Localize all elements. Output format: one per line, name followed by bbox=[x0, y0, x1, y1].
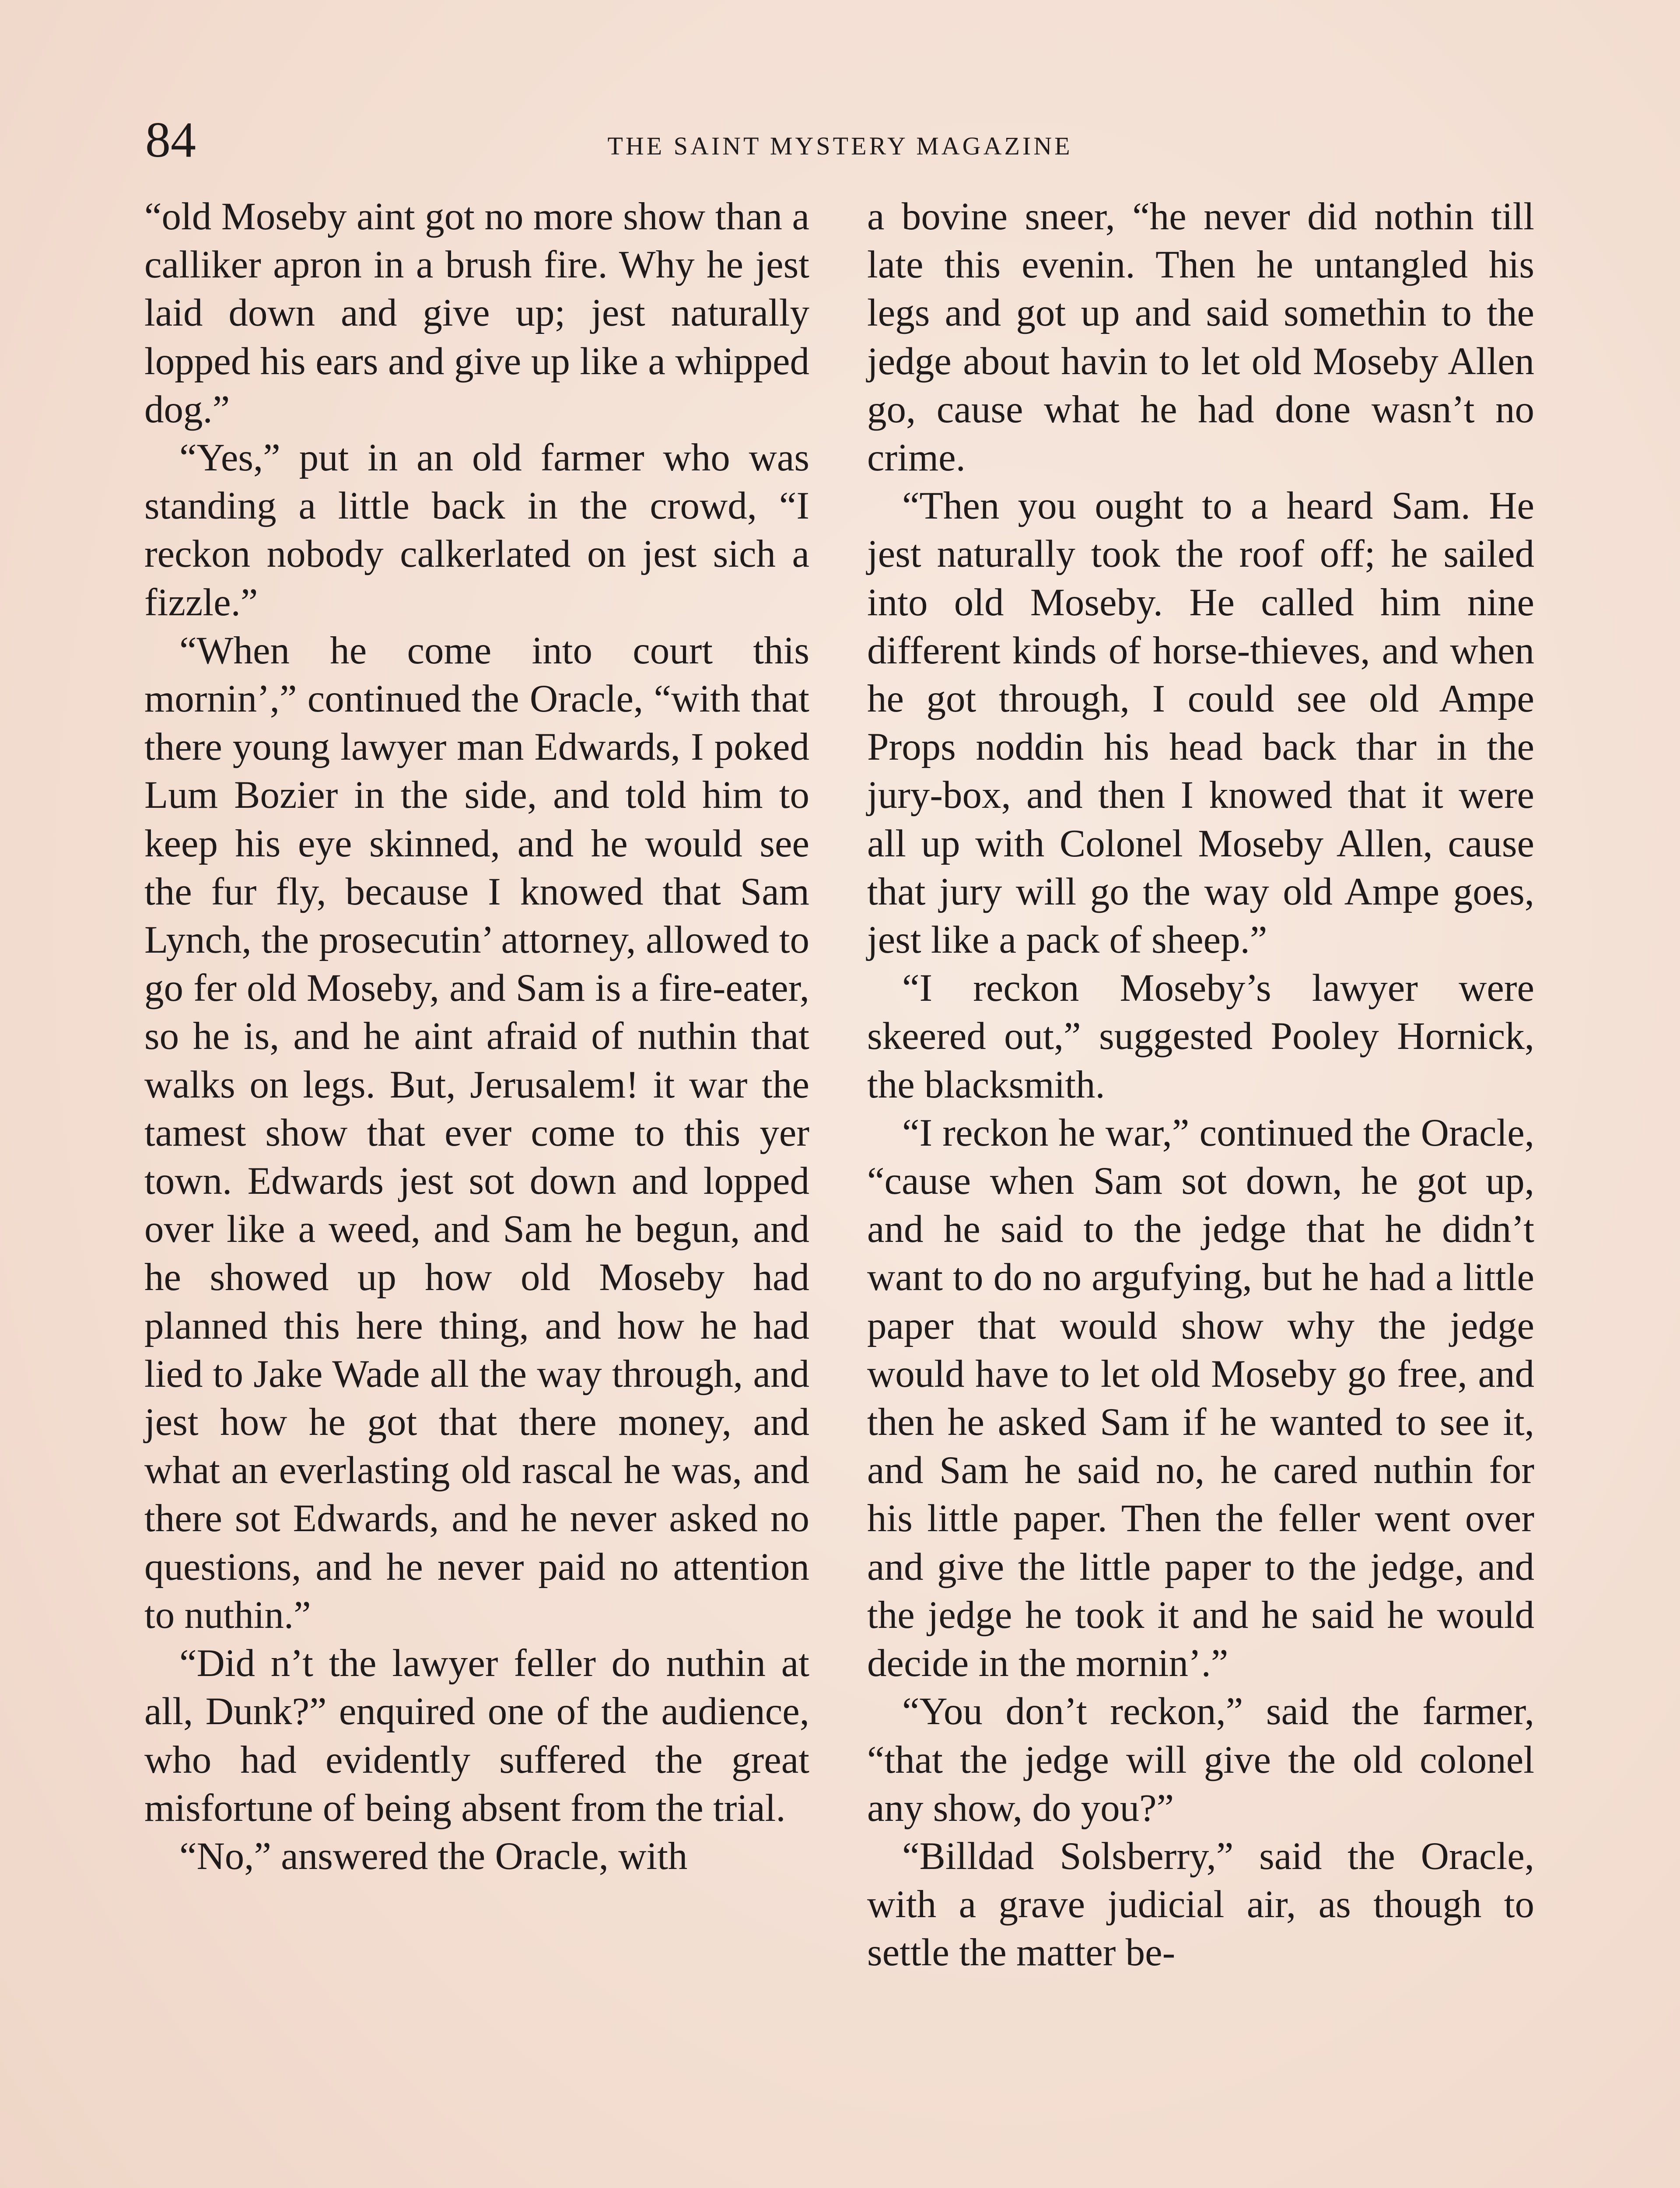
paragraph: “I reckon he war,” continued the Oracle, “cause when Sam sot down, he got up, and he said to the jedge that he didn’t want to do no argufying, but he had a little paper that would show why the jedge would have to let old Moseby go free, and then he asked Sam if he wanted to see it, and Sam he said no, he cared nuthin for his little paper. Then the feller went over and give the little paper to the jedge, and the jedge he took it and he said he would decide in the mornin’.” bbox=[867, 1111, 1534, 1685]
paragraph: “old Moseby aint got no more show than a calliker apron in a brush fire. Why he jest laid down and give up; jest naturally lopped his ears and give up like a whipped dog.” bbox=[144, 195, 809, 431]
paragraph: a bovine sneer, “he never did nothin till late this evenin. Then he untangled his legs and got up and said somethin to the jedge about havin to let old Moseby Allen go, cause what he had done wasn’t no crime. bbox=[867, 195, 1534, 480]
left-column bbox=[144, 193, 809, 1880]
paragraph: “Did n’t the lawyer feller do nuthin at all, Dunk?” enquired one of the audience, who had evidently suffered the great misfortune of being absent from the trial. bbox=[144, 1642, 809, 1830]
paragraph: “Yes,” put in an old farmer who was standing a little back in the crowd, “I reckon nobody calkerlated on jest sich a fizzle.” bbox=[144, 436, 809, 624]
paragraph: “When he come into court this mornin’,” continued the Oracle, “with that there young lawyer man Edwards, I poked Lum Bozier in the side, and told him to keep his eye skinned, and he would see the fur fly, because I knowed that Sam Lynch, the prosecutin’ attorney, allowed to go fer old Moseby, and Sam is a fire-eater, so he is, and he aint afraid of nuthin that walks on legs. But, Jerusalem! it war the tamest show that ever come to this yer town. Edwards jest sot down and lopped over like a weed, and Sam he begun, and he showed up how old Moseby had planned this here thing, and how he had lied to Jake Wade all the way through, and jest how he got that there money, and what an everlasting old rascal he was, and there sot Edwards, and he never asked no questions, and he never paid no attention to nuthin.” bbox=[144, 629, 809, 1637]
paragraph: “You don’t reckon,” said the farmer, “that the jedge will give the old colonel any show, do you?” bbox=[867, 1690, 1534, 1830]
paragraph: “I reckon Moseby’s lawyer were skeered out,” suggested Pooley Hornick, the blacksmith. bbox=[867, 967, 1534, 1106]
running-head: THE SAINT MYSTERY MAGAZINE bbox=[607, 132, 1073, 160]
paragraph: “Billdad Solsberry,” said the Oracle, with a grave judicial air, as though to settle the matter be- bbox=[867, 1834, 1534, 1974]
paragraph: “Then you ought to a heard Sam. He jest naturally took the roof off; he sailed into old Moseby. He called him nine different kinds of horse-thieves, and when he got through, I could see old Ampe Props noddin his head back thar in the jury-box, and then I knowed that it were all up with Colonel Moseby Allen, cause that jury will go the way old Ampe goes, jest like a pack of sheep.” bbox=[867, 484, 1534, 962]
right-column bbox=[867, 193, 1534, 1977]
page-number: 84 bbox=[145, 112, 196, 168]
paragraph: “No,” answered the Oracle, with bbox=[179, 1834, 688, 1878]
